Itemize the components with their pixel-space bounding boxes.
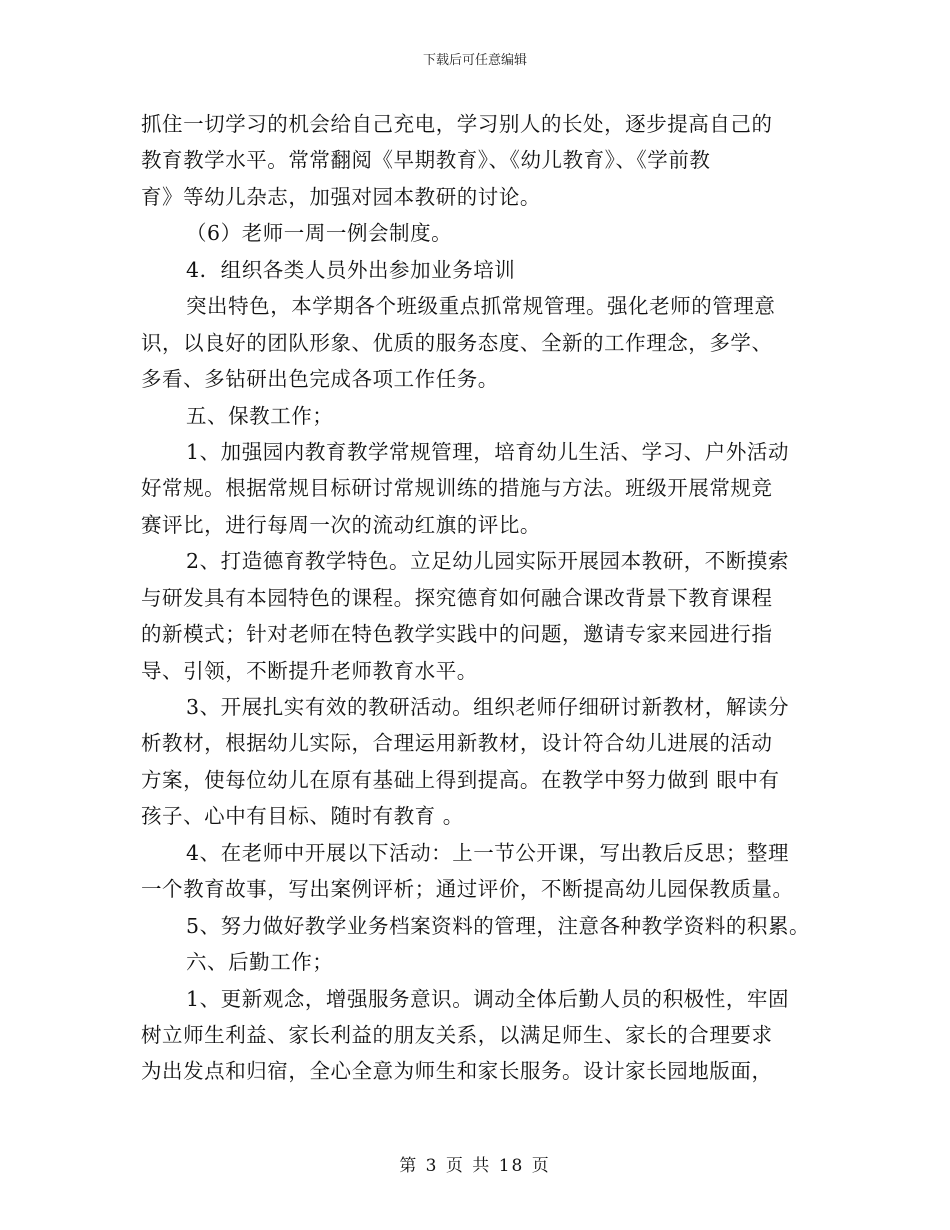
text-line-17: 3、开展扎实有效的教研活动。组织老师仔细研讨新教材，解读分: [186, 695, 789, 719]
document-body: [141, 106, 821, 1090]
page-header: 下载后可任意编辑: [422, 53, 527, 68]
text-line-1: 抓住一切学习的机会给自己充电，学习别人的长处，逐步提高自己的: [141, 112, 773, 136]
text-line-15: 的新模式；针对老师在特色教学实践中的问题，邀请专家来园进行指: [141, 622, 773, 647]
text-line-10: 1、加强园内教育教学常规管理，培育幼儿生活、学习、户外活动: [186, 439, 789, 464]
text-line-5: 4．组织各类人员外出参加业务培训: [186, 257, 516, 282]
text-line-8: 多看、多钻研出色完成各项工作任务。: [141, 367, 499, 392]
text-line-19: 方案，使每位幼儿在原有基础上得到提高。在教学中努力做到 眼中有: [141, 767, 780, 792]
text-line-27: 为出发点和归宿，全心全意为师生和家长服务。设计家长园地版面，: [141, 1059, 773, 1084]
text-line-6: 突出特色，本学期各个班级重点抓常规管理。强化老师的管理意: [186, 294, 776, 319]
text-line-14: 与研发具有本园特色的课程。探究德育如何融合课改背景下教育课程: [141, 585, 773, 610]
section-heading-five: 五、保教工作；: [186, 403, 334, 428]
text-line-22: 一个教育故事，写出案例评析；通过评价，不断提高幼儿园保教质量。: [141, 877, 794, 902]
text-line-21: 4、在老师中开展以下活动：上一节公开课，写出教后反思；整理: [186, 840, 789, 865]
text-line-25: 1、更新观念，增强服务意识。调动全体后勤人员的积极性，牢固: [186, 986, 789, 1011]
text-line-26: 树立师生利益、家长利益的朋友关系，以满足师生、家长的合理要求: [141, 1022, 773, 1047]
text-line-23: 5、努力做好教学业务档案资料的管理，注意各种教学资料的积累。: [186, 913, 811, 938]
page-number-footer: 第 3 页 共 18 页: [399, 1156, 551, 1176]
text-line-16: 导、引领，不断提升老师教育水平。: [141, 658, 478, 683]
text-line-11: 好常规。根据常规目标研讨常规训练的措施与方法。班级开展常规竞: [141, 476, 773, 501]
text-line-4: （6）老师一周一例会制度。: [186, 221, 453, 246]
section-heading-six: 六、后勤工作；: [186, 950, 334, 975]
text-line-2: 教育教学水平。常常翻阅《早期教育》、《幼儿教育》、《学前教: [141, 148, 711, 173]
text-line-3: 育》等幼儿杂志，加强对园本教研的讨论。: [141, 184, 541, 209]
text-line-12: 赛评比，进行每周一次的流动红旗的评比。: [141, 512, 541, 537]
text-line-18: 析教材，根据幼儿实际，合理运用新教材，设计符合幼儿进展的活动: [141, 731, 773, 756]
text-line-13: 2、打造德育教学特色。立足幼儿园实际开展园本教研，不断摸索: [186, 549, 789, 574]
text-line-20: 孩子、心中有目标、随时有教育 。: [141, 804, 464, 829]
text-line-7: 识，以良好的团队形象、优质的服务态度、全新的工作理念，多学、: [141, 330, 773, 355]
